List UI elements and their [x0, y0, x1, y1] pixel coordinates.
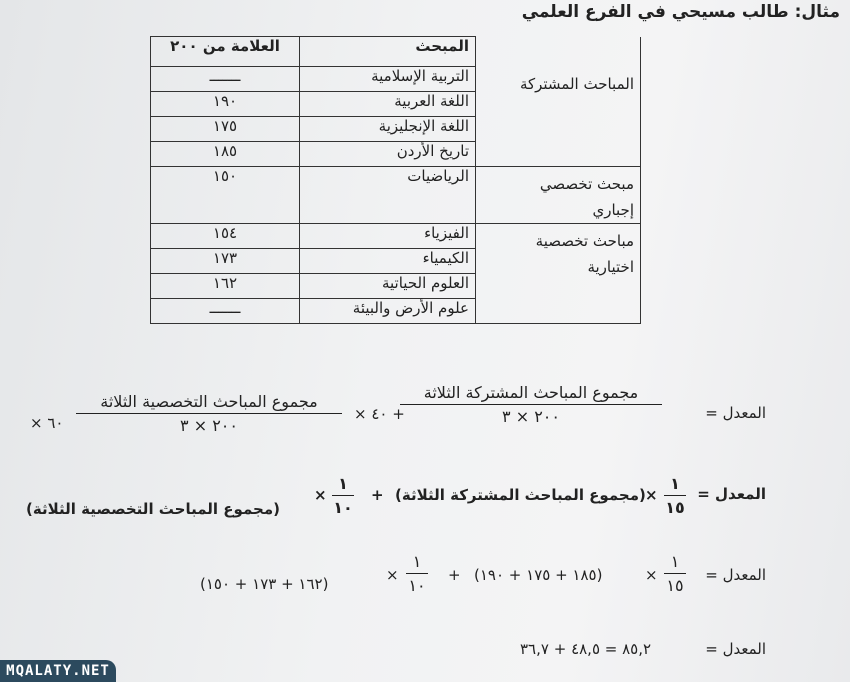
formula2-sum-specialized: (مجموع المباحث التخصصية الثلاثة): [26, 500, 280, 518]
formula2-fraction-1-10: [332, 474, 354, 517]
subject-cell: الكيمياء: [300, 249, 476, 274]
formula1-multiplier-40: + ٤٠ ×: [354, 405, 405, 423]
formula3-lhs: المعدل =: [705, 566, 766, 584]
formula2-times-1: ×: [645, 486, 658, 504]
formula3-fraction-1-15: [664, 552, 686, 595]
formula2-sum-common: (مجموع المباحث المشتركة الثلاثة): [395, 486, 646, 504]
formula3-sum-common: (١٨٥ + ١٧٥ + ١٩٠): [474, 566, 603, 584]
formula1-lhs: المعدل =: [705, 404, 766, 422]
mark-cell: ١٧٥: [151, 117, 300, 142]
table-row: [151, 67, 641, 92]
formula2-fraction-1-15: [664, 474, 686, 517]
fraction-numerator: ١: [670, 552, 680, 571]
example-title: مثال: طالب مسيحي في الفرع العلمي: [521, 2, 840, 22]
fraction-numerator: ١: [412, 552, 422, 571]
mark-cell: ١٥٠: [151, 167, 300, 224]
grades-table: [150, 36, 641, 324]
fraction-numerator: ١: [338, 474, 348, 493]
subject-cell: علوم الأرض والبيئة: [300, 299, 476, 324]
formula3-fraction-1-10: [406, 552, 428, 595]
mark-cell: ١٥٤: [151, 224, 300, 249]
group-elective-line1: مباحث تخصصية: [535, 232, 634, 250]
formula4-result: ٨٥,٢ = ٤٨,٥ + ٣٦,٧: [520, 640, 652, 658]
formula4-lhs: المعدل =: [705, 640, 766, 658]
fraction-denominator: ١٥: [666, 576, 684, 595]
subject-cell: اللغة العربية: [300, 92, 476, 117]
formula2-lhs: المعدل =: [697, 485, 766, 503]
fraction-denominator: ٢٠٠ × ٣: [502, 407, 560, 426]
fraction-denominator: ١٠: [333, 498, 353, 517]
formula2-plus: +: [371, 486, 384, 504]
formula3-times-2: ×: [386, 566, 399, 584]
fraction-denominator: ١٥: [665, 498, 685, 517]
formula3-plus: +: [448, 566, 461, 584]
formula2-times-2: ×: [314, 486, 327, 504]
mark-cell: ١٩٠: [151, 92, 300, 117]
formula1-fraction-common: [400, 383, 662, 426]
subject-cell: الرياضيات: [300, 167, 476, 224]
formula3-times-1: ×: [645, 566, 658, 584]
mark-cell: ١٧٣: [151, 249, 300, 274]
subject-cell: اللغة الإنجليزية: [300, 117, 476, 142]
fraction-denominator: ٢٠٠ × ٣: [180, 416, 238, 435]
header-subject: المبحث: [300, 37, 476, 67]
formula3-sum-specialized: (١٦٢ + ١٧٣ + ١٥٠): [200, 575, 329, 593]
group-mandatory: [476, 167, 641, 224]
subject-cell: الفيزياء: [300, 224, 476, 249]
mark-cell: ـــــــ: [151, 67, 300, 92]
subject-cell: العلوم الحياتية: [300, 274, 476, 299]
formula1-multiplier-60: ٦٠ ×: [30, 414, 64, 432]
fraction-denominator: ١٠: [408, 576, 426, 595]
subject-cell: التربية الإسلامية: [300, 67, 476, 92]
mark-cell: ـــــــ: [151, 299, 300, 324]
table-row: [151, 167, 641, 224]
subject-cell: تاريخ الأردن: [300, 142, 476, 167]
fraction-numerator: ١: [670, 474, 680, 493]
watermark-logo: MQALATY.NET: [0, 660, 116, 682]
group-elective-line2: اختيارية: [587, 258, 634, 276]
table-header-row: [151, 37, 641, 67]
fraction-numerator: مجموع المباحث التخصصية الثلاثة: [100, 392, 318, 411]
group-mandatory-line1: مبحث تخصصي: [539, 175, 634, 193]
table-row: [151, 224, 641, 249]
group-elective: [476, 224, 641, 324]
group-cell-empty: [476, 37, 641, 67]
fraction-numerator: مجموع المباحث المشتركة الثلاثة: [423, 383, 639, 402]
group-mandatory-line2: إجباري: [592, 201, 634, 219]
mark-cell: ١٨٥: [151, 142, 300, 167]
mark-cell: ١٦٢: [151, 274, 300, 299]
header-mark: العلامة من ٢٠٠: [151, 37, 300, 67]
formula1-fraction-specialized: [76, 392, 342, 435]
group-common: المباحث المشتركة: [476, 67, 641, 167]
